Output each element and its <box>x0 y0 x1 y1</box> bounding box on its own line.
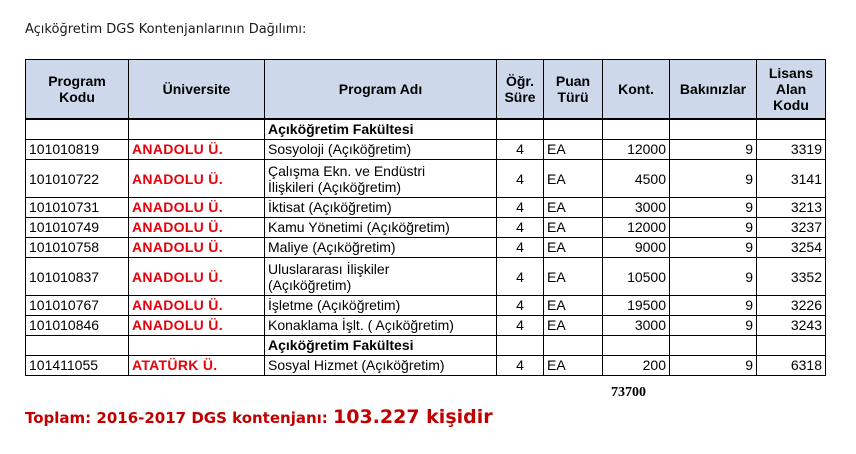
education-duration: 4 <box>497 198 544 218</box>
university-name: ANADOLU Ü. <box>129 218 265 238</box>
program-code: 101010846 <box>26 316 129 336</box>
program-name: Kamu Yönetimi (Açıköğretim) <box>265 218 497 238</box>
table-row <box>26 160 826 198</box>
program-name: Maliye (Açıköğretim) <box>265 238 497 258</box>
quota: 9000 <box>603 238 670 258</box>
table-header-row <box>26 60 826 120</box>
score-type: EA <box>544 258 603 296</box>
education-duration: 4 <box>497 258 544 296</box>
table-row <box>26 296 826 316</box>
faculty-row <box>26 119 826 140</box>
program-code: 101010722 <box>26 160 129 198</box>
education-duration: 4 <box>497 238 544 258</box>
quota: 10500 <box>603 258 670 296</box>
education-duration: 4 <box>497 356 544 376</box>
score-type: EA <box>544 356 603 376</box>
university-name: ANADOLU Ü. <box>129 316 265 336</box>
program-name: Sosyoloji (Açıköğretim) <box>265 140 497 160</box>
program-name: Uluslararası İlişkiler (Açıköğretim) <box>265 258 497 296</box>
score-type: EA <box>544 316 603 336</box>
score-type: EA <box>544 198 603 218</box>
score-type: EA <box>544 160 603 198</box>
education-duration: 4 <box>497 140 544 160</box>
table-row <box>26 258 826 296</box>
university-name: ANADOLU Ü. <box>129 140 265 160</box>
university-name: ANADOLU Ü. <box>129 160 265 198</box>
score-type: EA <box>544 296 603 316</box>
program-code: 101010767 <box>26 296 129 316</box>
score-type: EA <box>544 218 603 238</box>
score-type: EA <box>544 238 603 258</box>
bachelor-field-code: 3243 <box>757 316 826 336</box>
references: 9 <box>670 296 757 316</box>
faculty-row <box>26 336 826 356</box>
quota: 4500 <box>603 160 670 198</box>
program-code: 101411055 <box>26 356 129 376</box>
quota: 200 <box>603 356 670 376</box>
references: 9 <box>670 140 757 160</box>
program-name: İşletme (Açıköğretim) <box>265 296 497 316</box>
education-duration: 4 <box>497 160 544 198</box>
faculty-name: Açıköğretim Fakültesi <box>265 336 497 356</box>
quota: 3000 <box>603 316 670 336</box>
quota-table <box>25 59 826 376</box>
summary-text <box>25 406 493 428</box>
bachelor-field-code: 3254 <box>757 238 826 258</box>
university-name: ANADOLU Ü. <box>129 258 265 296</box>
program-code: 101010837 <box>26 258 129 296</box>
program-code: 101010731 <box>26 198 129 218</box>
program-code: 101010758 <box>26 238 129 258</box>
references: 9 <box>670 356 757 376</box>
page-caption: Açıköğretim DGS Kontenjanlarının Dağılımı: <box>25 22 307 37</box>
summary-count: 103.227 kişidir <box>333 406 493 428</box>
education-duration: 4 <box>497 316 544 336</box>
university-name: ATATÜRK Ü. <box>129 356 265 376</box>
education-duration: 4 <box>497 296 544 316</box>
bachelor-field-code: 6318 <box>757 356 826 376</box>
quota: 12000 <box>603 218 670 238</box>
bachelor-field-code: 3141 <box>757 160 826 198</box>
header-lisans-alan-kodu: Lisans Alan Kodu <box>757 60 826 120</box>
program-name: Konaklama İşlt. ( Açıköğretim) <box>265 316 497 336</box>
bachelor-field-code: 3237 <box>757 218 826 238</box>
bachelor-field-code: 3213 <box>757 198 826 218</box>
education-duration: 4 <box>497 218 544 238</box>
references: 9 <box>670 316 757 336</box>
references: 9 <box>670 218 757 238</box>
header-universite: Üniversite <box>129 60 265 120</box>
university-name: ANADOLU Ü. <box>129 198 265 218</box>
references: 9 <box>670 160 757 198</box>
header-program-kodu: Program Kodu <box>26 60 129 120</box>
header-bakinizlar: Bakınızlar <box>670 60 757 120</box>
program-name: İktisat (Açıköğretim) <box>265 198 497 218</box>
program-name: Çalışma Ekn. ve Endüstri İlişkileri (Açıköğretim) <box>265 160 497 198</box>
quota: 19500 <box>603 296 670 316</box>
header-puan-turu: Puan Türü <box>544 60 603 120</box>
table-row <box>26 198 826 218</box>
header-program-adi: Program Adı <box>265 60 497 120</box>
header-ogr-sure: Öğr. Süre <box>497 60 544 120</box>
program-name: Sosyal Hizmet (Açıköğretim) <box>265 356 497 376</box>
table-row <box>26 316 826 336</box>
program-code: 101010749 <box>26 218 129 238</box>
quota: 3000 <box>603 198 670 218</box>
university-name: ANADOLU Ü. <box>129 296 265 316</box>
references: 9 <box>670 258 757 296</box>
university-name: ANADOLU Ü. <box>129 238 265 258</box>
references: 9 <box>670 198 757 218</box>
quota: 12000 <box>603 140 670 160</box>
table-row <box>26 218 826 238</box>
table-row <box>26 238 826 258</box>
score-type: EA <box>544 140 603 160</box>
bachelor-field-code: 3352 <box>757 258 826 296</box>
references: 9 <box>670 238 757 258</box>
bachelor-field-code: 3319 <box>757 140 826 160</box>
table-row <box>26 140 826 160</box>
total-quota: 73700 <box>611 385 646 400</box>
summary-prefix: Toplam: 2016-2017 DGS kontenjanı: <box>25 409 334 427</box>
faculty-name: Açıköğretim Fakültesi <box>265 119 497 140</box>
header-kont: Kont. <box>603 60 670 120</box>
table-row <box>26 356 826 376</box>
program-code: 101010819 <box>26 140 129 160</box>
bachelor-field-code: 3226 <box>757 296 826 316</box>
